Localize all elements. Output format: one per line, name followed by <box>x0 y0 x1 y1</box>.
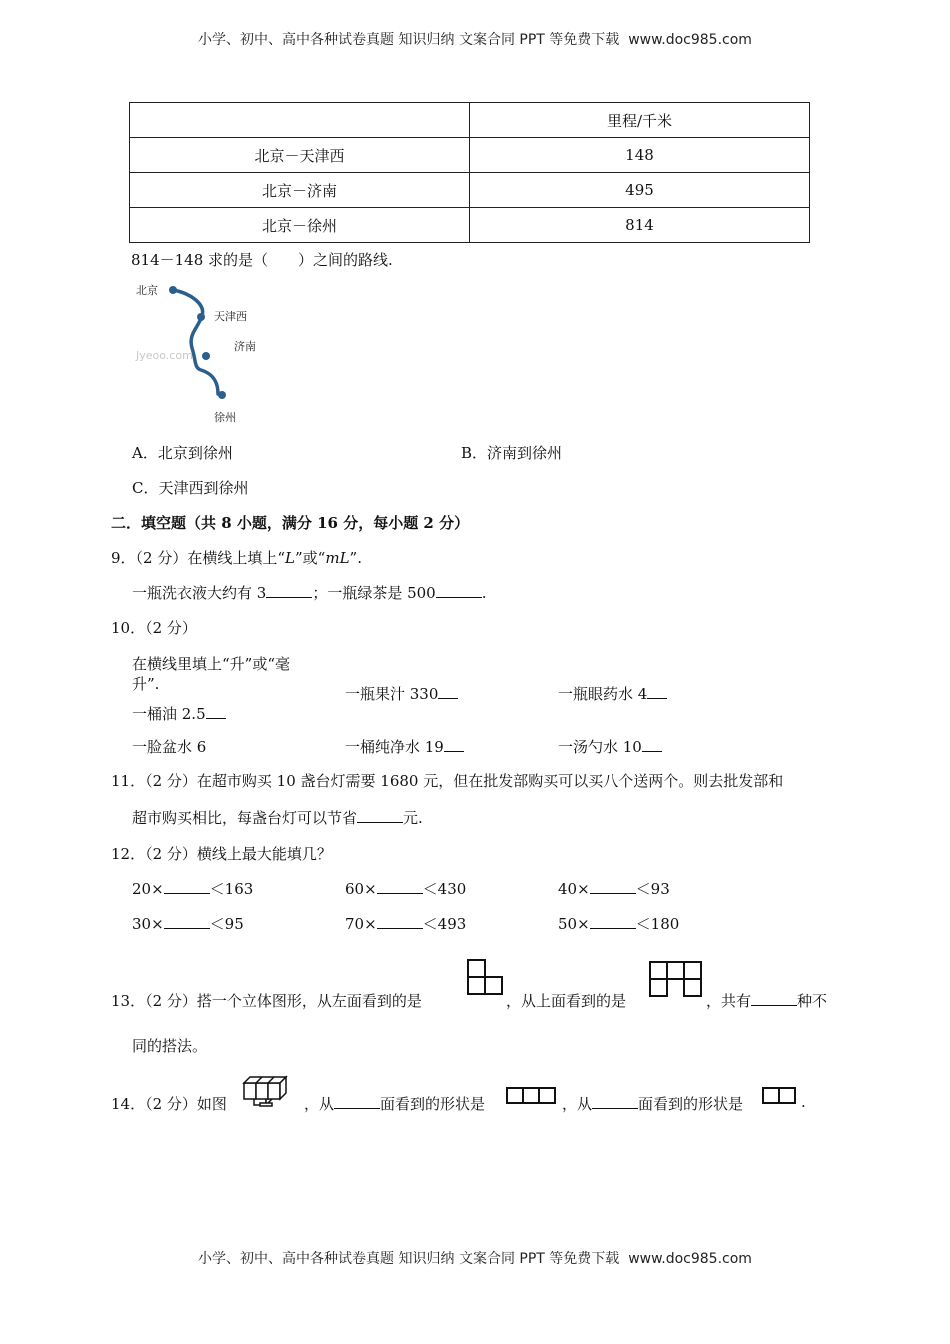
q12-item-right: ＜163 <box>209 880 254 898</box>
q12-item <box>345 878 466 899</box>
table-cell: 495 <box>470 173 810 208</box>
railway-line <box>173 290 218 394</box>
table-header-row <box>130 103 810 138</box>
cube-stack-figure <box>240 1071 304 1107</box>
q11-line-1: 11．（2 分）在超市购买 10 盏台灯需要 1680 元，但在批发部购买可以买八个送两个。则去批发部和 <box>111 772 784 790</box>
q12-item <box>132 913 244 934</box>
top-view-cell <box>650 962 667 979</box>
top-view-figure <box>648 960 704 1000</box>
q10-item <box>558 736 662 757</box>
q14-part-2: ，从 <box>304 1095 335 1113</box>
answer-blank[interactable] <box>206 704 226 719</box>
map-label-jinan: 济南 <box>234 340 256 353</box>
option-c: C．天津西到徐州 <box>132 479 249 497</box>
left-view-cell <box>485 977 502 994</box>
page-footer <box>0 1248 950 1268</box>
q13-part-3: ，共有 <box>706 992 752 1010</box>
q11-line-2-post: 元. <box>403 809 423 827</box>
answer-blank[interactable] <box>438 684 458 699</box>
q12-item-left: 30× <box>132 915 164 933</box>
cube-face <box>256 1083 268 1099</box>
table-cell: 北京－天津西 <box>130 138 470 173</box>
q9-stem-post: ”. <box>349 549 362 567</box>
q10-item-label: 一脸盆水 6 <box>132 738 207 756</box>
answer-blank[interactable] <box>164 914 210 929</box>
answer-blank[interactable] <box>590 914 636 929</box>
q13-line-1 <box>111 990 422 1011</box>
answer-blank[interactable] <box>436 583 482 598</box>
q9-stem-mid: ”或“ <box>295 549 326 567</box>
q10-item <box>558 683 667 704</box>
q12-item-left: 70× <box>345 915 377 933</box>
table-cell: 814 <box>470 208 810 243</box>
q9-unit-l: L <box>285 549 295 567</box>
table-row <box>130 173 810 208</box>
answer-blank[interactable] <box>164 879 210 894</box>
tianjinxi-station-dot <box>197 313 205 321</box>
top-view-cell <box>650 979 667 996</box>
cube-face <box>244 1077 286 1083</box>
q12-item <box>345 913 466 934</box>
q12-item-right: ＜493 <box>422 915 467 933</box>
map-watermark: Jyeoo.com <box>136 349 193 362</box>
view-cell <box>507 1088 523 1103</box>
q12-item-right: ＜95 <box>209 915 244 933</box>
q10-instruction-1: 在横线里填上“升”或“毫 <box>132 655 291 673</box>
view-cell <box>763 1088 779 1103</box>
q11-line-2 <box>132 807 423 828</box>
page-header <box>0 29 950 49</box>
q12-item-right: ＜430 <box>422 880 467 898</box>
option-a: A．北京到徐州 <box>132 444 233 462</box>
q8-stem: 814－148 求的是（ ）之间的路线. <box>131 251 393 269</box>
table-cell: 北京－徐州 <box>130 208 470 243</box>
table-header-cell <box>130 103 470 138</box>
q10-item-label: 一桶油 2.5 <box>132 705 206 723</box>
header-site: www.doc985.com <box>628 32 752 48</box>
q10-item-label: 一瓶果汁 330 <box>345 685 439 703</box>
cube-face <box>244 1083 256 1099</box>
left-view-figure <box>466 958 504 998</box>
q13-part-2: ，从上面看到的是 <box>506 992 627 1010</box>
q12-item-left: 20× <box>132 880 164 898</box>
q14-part-5: 面看到的形状是 <box>638 1095 744 1113</box>
view-cell <box>779 1088 795 1103</box>
answer-blank[interactable] <box>334 1094 380 1109</box>
q14-mid <box>304 1093 485 1114</box>
q12-item-right: ＜180 <box>635 915 680 933</box>
footer-site: www.doc985.com <box>628 1251 752 1267</box>
q10-stem: 10．（2 分） <box>111 619 197 637</box>
q9-line-b: ；一瓶绿茶是 500 <box>312 584 436 602</box>
q9-stem-pre: 9．（2 分）在横线上填上“ <box>111 549 286 567</box>
top-view-cell <box>684 962 701 979</box>
q9-line-end: . <box>481 584 487 602</box>
q10-item <box>132 736 206 757</box>
header-text: 小学、初中、高中各种试卷真题 知识归纳 文案合同 PPT 等免费下载 <box>198 32 620 48</box>
q13-part-1: 13．（2 分）搭一个立体图形，从左面看到的是 <box>111 992 422 1010</box>
q9-stem <box>111 547 362 568</box>
q9-unit-ml: mL <box>325 549 350 567</box>
left-view-cell <box>468 977 485 994</box>
three-square-view <box>505 1086 559 1106</box>
map-label-tianjinxi: 天津西 <box>214 310 247 323</box>
answer-blank[interactable] <box>647 684 667 699</box>
q12-item-right: ＜93 <box>635 880 670 898</box>
q14-part-1: 14．（2 分）如图 <box>111 1095 227 1113</box>
q10-instruction-2: 升”. <box>132 675 160 693</box>
view-cell <box>539 1088 555 1103</box>
table-row <box>130 138 810 173</box>
section-title: 二．填空题（共 8 小题，满分 16 分，每小题 2 分） <box>111 514 470 532</box>
q9-line <box>132 582 487 603</box>
q11-line-2-pre: 超市购买相比，每盏台灯可以节省 <box>132 809 358 827</box>
q14-part-6: . <box>801 1093 806 1111</box>
xuzhou-station-dot <box>218 391 226 399</box>
q12-item-left: 60× <box>345 880 377 898</box>
top-view-cell <box>684 979 701 996</box>
q9-line-a: 一瓶洗衣液大约有 3 <box>132 584 267 602</box>
table-cell: 北京－济南 <box>130 173 470 208</box>
footer-text: 小学、初中、高中各种试卷真题 知识归纳 文案合同 PPT 等免费下载 <box>198 1251 620 1267</box>
beijing-station-dot <box>169 286 177 294</box>
q12-item-left: 40× <box>558 880 590 898</box>
answer-blank[interactable] <box>642 737 662 752</box>
q13-part-4: 种不 <box>797 992 828 1010</box>
option-b: B．济南到徐州 <box>461 444 563 462</box>
q12-item <box>132 878 253 899</box>
railway-map <box>128 278 268 428</box>
q12-item-left: 50× <box>558 915 590 933</box>
answer-blank[interactable] <box>266 583 312 598</box>
q14-part-4: ，从 <box>562 1095 593 1113</box>
view-cell <box>523 1088 539 1103</box>
answer-blank[interactable] <box>590 879 636 894</box>
top-view-cell <box>667 962 684 979</box>
map-label-xuzhou: 徐州 <box>214 411 236 424</box>
table-row <box>130 208 810 243</box>
table-header-cell: 里程/千米 <box>470 103 810 138</box>
answer-blank[interactable] <box>592 1094 638 1109</box>
q13-tail <box>706 990 827 1011</box>
q13-line-2: 同的搭法。 <box>132 1037 208 1055</box>
q10-item <box>345 683 458 704</box>
two-square-view <box>761 1086 799 1106</box>
jinan-station-dot <box>202 352 210 360</box>
answer-blank[interactable] <box>444 737 464 752</box>
answer-blank[interactable] <box>377 914 423 929</box>
cube-face <box>260 1103 272 1106</box>
map-label-beijing: 北京 <box>136 284 158 297</box>
table-cell: 148 <box>470 138 810 173</box>
q12-stem: 12．（2 分）横线上最大能填几？ <box>111 845 332 863</box>
answer-blank[interactable] <box>751 991 797 1006</box>
q10-item <box>345 736 464 757</box>
answer-blank[interactable] <box>357 808 403 823</box>
q10-item-label: 一桶纯净水 19 <box>345 738 444 756</box>
q12-item <box>558 878 670 899</box>
left-view-cell <box>468 960 485 977</box>
q14-tail <box>562 1093 743 1114</box>
distance-table <box>129 102 810 243</box>
q10-item-label: 一汤勺水 10 <box>558 738 642 756</box>
cube-face <box>268 1083 280 1099</box>
answer-blank[interactable] <box>377 879 423 894</box>
q10-item <box>132 703 226 724</box>
q14-part-3: 面看到的形状是 <box>380 1095 486 1113</box>
q12-item <box>558 913 679 934</box>
q10-item-label: 一瓶眼药水 4 <box>558 685 648 703</box>
